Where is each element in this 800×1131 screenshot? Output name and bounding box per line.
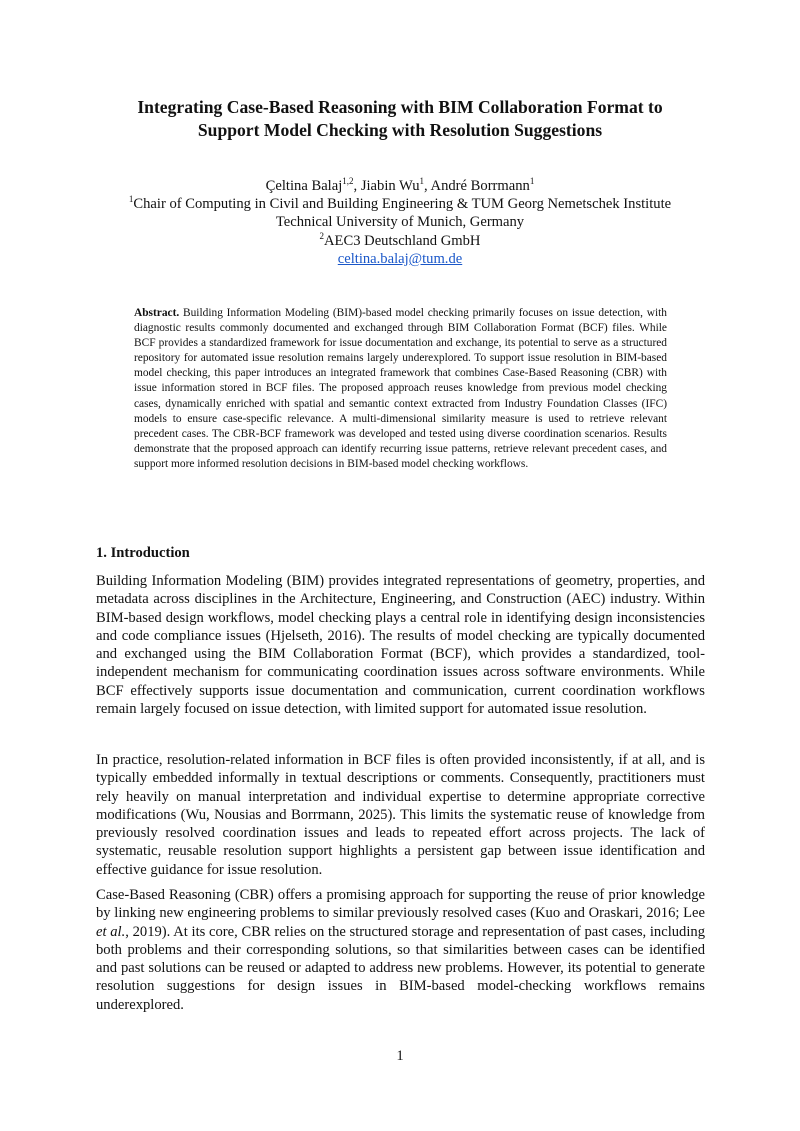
- author-list: Çeltina Balaj$^{1,2}$, Jiabin Wu$^1$, André Borrmann$^1$: [265, 176, 535, 194]
- intro-paragraph-1: Building Information Modeling (BIM) provides integrated representations of geometry, properties, and metadata across disciplines in the Architecture, Engineering, and Construction (AEC) industry. Within BIM-based design workflows, model checking plays a central role in identifying design inconsistencies and code compliance issues (Hjelseth, 2016). The results of model checking are typically documented and exchanged using the BIM Collaboration Format (BCF), which provides a standardized, tool-independent mechanism for communicating coordination issues across software environments. While BCF effectively supports issue documentation and communication, current coordination workflows remain largely focused on issue detection, with limited support for automated issue resolution.: [96, 573, 705, 718]
- affiliation-2: $^2$AEC3 Deutschland GmbH: [319, 230, 481, 249]
- intro-paragraph-3: Case-Based Reasoning (CBR) offers a promising approach for supporting the reuse of prior knowledge by linking new engineering problems to similar previously resolved cases (Kuo and Oraskari, 2016; Lee et al., 2019). At its core, CBR relies on the structured storage and representation of past cases, including both problems and their corresponding solutions, so that similarities between cases can be identified and past solutions can be reused or adapted to address new problems. However, its potential to generate resolution suggestions for design issues in BIM-based model-checking workflows remains underexplored.: [96, 887, 705, 1013]
- author-affiliation-sup: 1,2: [342, 176, 354, 187]
- title-line-1: Integrating Case-Based Reasoning with BIM Collaboration Format to: [137, 97, 663, 117]
- section-heading-introduction: 1. Introduction: [96, 545, 190, 561]
- author-email[interactable]: [60, 250, 740, 268]
- affiliation-1: $^1$Chair of Computing in Civil and Building Engineering & TUM Georg Nemetschek Institute: [128, 194, 672, 213]
- affiliation-1-line-2: Technical University of Munich, Germany: [275, 214, 525, 231]
- intro-paragraph-2: In practice, resolution-related information in BCF files is often provided inconsistently, if at all, and is typically embedded informally in textual descriptions or comments. Consequently, practitioners must rely heavily on manual interpretation and individual expertise to determine appropriate corrective modifications (Wu, Nousias and Borrmann, 2025). This limits the systematic reuse of knowledge from previously resolved coordination issues and leads to repeated effort across projects. The lack of systematic, reusable resolution support highlights a persistent gap between issue identification and effective guidance for issue resolution.: [96, 752, 705, 878]
- paper-title: [96, 96, 704, 142]
- email-link[interactable]: celtina.balaj@tum.de: [337, 250, 463, 267]
- et-al-italic: et al.: [96, 923, 126, 940]
- title-line-2: Support Model Checking with Resolution Suggestions: [197, 120, 603, 140]
- author-name: Çeltina Balaj: [265, 178, 343, 194]
- abstract-text: Building Information Modeling (BIM)-based model checking primarily focuses on issue detection, with diagnostic results commonly documented and exchanged through BIM Collaboration Format (BCF) files. While BCF provides a standardized framework for issue documentation and exchange, its potential to serve as a structured repository for automated issue resolution remains largely underexplored. To support issue resolution in BIM-based model checking, this paper introduces an integrated framework that combines Case-Based Reasoning (CBR) with issue information stored in BCF files. The proposed approach reuses knowledge from previous model checking cases, dynamically enriched with spatial and semantic context extracted from Industry Foundation Classes (IFC) models to ensure case-specific relevance. A multi-dimensional similarity measure is used to retrieve relevant precedent cases. The CBR-BCF framework was developed and tested using diverse coordination scenarios. Results demonstrate that the proposed approach can identify recurring issue patterns, retrieve relevant precedent cases, and support more informed resolution decisions in BIM-based model checking workflows.: [134, 307, 667, 470]
- author-affiliation-sup: 1: [529, 176, 535, 187]
- author-affiliation-sup: 1: [419, 176, 425, 187]
- author-name: André Borrmann: [430, 178, 530, 194]
- author-block: [60, 177, 740, 268]
- page-number: 1: [396, 1048, 404, 1064]
- abstract: [134, 306, 667, 472]
- author-name: Jiabin Wu: [360, 178, 420, 194]
- abstract-label: Abstract.: [134, 307, 180, 319]
